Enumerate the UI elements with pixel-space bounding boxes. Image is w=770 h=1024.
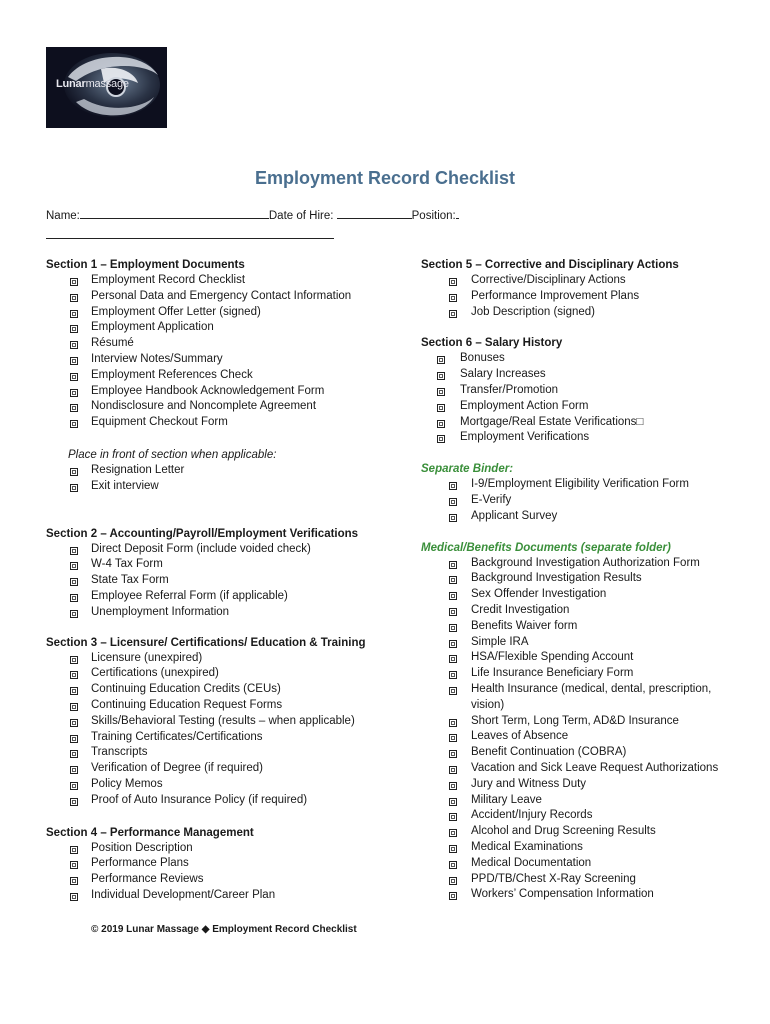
checkbox[interactable]: [70, 798, 78, 806]
checklist-item: [46, 730, 406, 746]
checklist-item: [46, 682, 406, 698]
checklist-item: [46, 305, 406, 321]
checklist-item-label: Medical Examinations: [471, 840, 583, 853]
checklist-item-label: Continuing Education Credits (CEUs): [91, 683, 281, 696]
checklist-item: [421, 682, 721, 714]
left-column: [46, 257, 406, 904]
position-label: Position:: [411, 210, 456, 222]
checklist-item-label: Performance Improvement Plans: [471, 289, 640, 302]
checklist-item-label: Employment Application: [91, 321, 214, 334]
checklist-item: [421, 745, 721, 761]
section-6-heading: Section 6 – Salary History: [421, 337, 563, 350]
checkbox[interactable]: [449, 608, 457, 616]
checklist-item-label: Salary Increases: [460, 368, 546, 381]
employee-info-line: [46, 207, 459, 222]
checklist-item: [46, 463, 406, 479]
checklist-item-label: Benefits Waiver form: [471, 619, 578, 632]
checklist-item: [46, 415, 406, 431]
checkbox[interactable]: [449, 561, 457, 569]
checklist-item: [421, 793, 721, 809]
checklist-item: [421, 761, 721, 777]
position-field-line[interactable]: [46, 238, 334, 239]
separate-binder-heading: Separate Binder:: [421, 463, 514, 476]
checkbox[interactable]: [70, 766, 78, 774]
checklist-item-label: PPD/TB/Chest X-Ray Screening: [471, 872, 636, 885]
checkbox[interactable]: [449, 766, 457, 774]
checklist-item-label: Résumé: [91, 337, 134, 350]
checklist-item-label: Transcripts: [91, 746, 148, 759]
checkbox[interactable]: [70, 484, 78, 492]
checklist-item: [421, 587, 721, 603]
section-3-list: [46, 651, 406, 809]
checkbox[interactable]: [70, 294, 78, 302]
checklist-item: [421, 383, 721, 399]
checkbox[interactable]: [70, 846, 78, 854]
checklist-item-label: Interview Notes/Summary: [91, 352, 223, 365]
checkbox[interactable]: [70, 357, 78, 365]
checklist-item-label: Background Investigation Results: [471, 572, 642, 585]
checkbox[interactable]: [449, 624, 457, 632]
name-field[interactable]: [80, 207, 269, 219]
checklist-item-label: Benefit Continuation (COBRA): [471, 746, 627, 759]
checklist-item-label: Mortgage/Real Estate Verifications□: [460, 415, 644, 428]
section-1-heading: Section 1 – Employment Documents: [46, 259, 245, 271]
checkbox[interactable]: [449, 592, 457, 600]
checklist-item: [421, 887, 721, 903]
checklist-item-label: Alcohol and Drug Screening Results: [471, 825, 656, 838]
checklist-item-label: Employment Record Checklist: [91, 274, 246, 286]
section-3-heading: Section 3 – Licensure/ Certifications/ Education & Training: [46, 636, 366, 649]
checklist-item: [421, 273, 721, 289]
checklist-item-label: Direct Deposit Form (include voided check): [91, 542, 311, 555]
checkbox[interactable]: [70, 341, 78, 349]
checkbox[interactable]: [70, 594, 78, 602]
checklist-item-label: Employee Referral Form (if applicable): [91, 589, 288, 602]
checklist-item: [421, 714, 721, 730]
checklist-item-label: Position Description: [91, 841, 193, 854]
checkbox[interactable]: [449, 482, 457, 490]
checkbox[interactable]: [70, 278, 78, 286]
name-label: Name:: [46, 210, 80, 222]
checkbox[interactable]: [70, 750, 78, 758]
checklist-item-label: Short Term, Long Term, AD&D Insurance: [471, 714, 679, 727]
checklist-item: [46, 761, 406, 777]
checklist-item-label: Employment Offer Letter (signed): [91, 305, 261, 318]
logo-wordmark: Lunarmassage: [56, 78, 129, 90]
checkbox[interactable]: [437, 404, 445, 412]
checklist-item: [421, 824, 721, 840]
medical-benefits-list: [421, 556, 721, 904]
checklist-item-label: Licensure (unexpired): [91, 651, 203, 664]
checklist-item-label: E-Verify: [471, 493, 512, 506]
checklist-item: [46, 399, 406, 415]
hire-date-label: Date of Hire:: [268, 210, 334, 222]
section-2-heading: Section 2 – Accounting/Payroll/Employment Verifications: [46, 527, 359, 540]
section-5-list: [421, 273, 721, 320]
page-title: Employment Record Checklist: [254, 168, 516, 188]
checklist-item: [46, 352, 406, 368]
checklist-item: [421, 840, 721, 856]
checkbox[interactable]: [70, 687, 78, 695]
checklist-item: [421, 777, 721, 793]
checkbox[interactable]: [449, 798, 457, 806]
checklist-item: [421, 635, 721, 651]
checklist-item: [421, 603, 721, 619]
section-6-list: [421, 351, 721, 446]
checkbox[interactable]: [70, 468, 78, 476]
checkbox[interactable]: [70, 325, 78, 333]
company-logo: [46, 47, 167, 128]
checkbox[interactable]: [70, 578, 78, 586]
checkbox[interactable]: [437, 388, 445, 396]
checklist-item: [46, 841, 406, 857]
checklist-item: [46, 320, 406, 336]
checklist-item-label: Exit interview: [91, 479, 159, 492]
checklist-item-label: Nondisclosure and Noncomplete Agreement: [91, 400, 317, 413]
checklist-item-label: Sex Offender Investigation: [471, 588, 607, 601]
checklist-item: [46, 289, 406, 305]
checklist-item: [421, 399, 721, 415]
checkbox[interactable]: [70, 782, 78, 790]
right-column: [421, 257, 721, 903]
checkbox[interactable]: [449, 640, 457, 648]
checkbox[interactable]: [437, 356, 445, 364]
checklist-item: [46, 856, 406, 872]
checklist-item-label: Credit Investigation: [471, 603, 570, 616]
checkbox[interactable]: [449, 829, 457, 837]
checklist-item: [421, 856, 721, 872]
checkbox[interactable]: [70, 373, 78, 381]
hire-date-field[interactable]: [337, 207, 412, 219]
checklist-item: [421, 367, 721, 383]
checkbox[interactable]: [70, 703, 78, 711]
checklist-item: [46, 589, 406, 605]
checklist-item: [46, 479, 406, 495]
checklist-item-label: Background Investigation Authorization Form: [471, 556, 700, 569]
checklist-item-label: Corrective/Disciplinary Actions: [471, 274, 626, 286]
checklist-item-label: Continuing Education Request Forms: [91, 698, 283, 711]
section-1-note-list: [46, 463, 406, 495]
checkbox[interactable]: [70, 420, 78, 428]
checklist-item-label: Equipment Checkout Form: [91, 416, 228, 429]
position-field[interactable]: [456, 207, 459, 219]
checklist-item: [421, 305, 721, 321]
checkbox[interactable]: [449, 892, 457, 900]
checkbox[interactable]: [70, 404, 78, 412]
checkbox[interactable]: [449, 750, 457, 758]
checklist-item: [46, 605, 406, 621]
checklist-item-label: Certifications (unexpired): [91, 667, 219, 680]
checklist-item: [421, 872, 721, 888]
checklist-item: [46, 888, 406, 904]
checklist-item: [46, 542, 406, 558]
checklist-item-label: Workers’ Compensation Information: [471, 888, 654, 901]
checkbox[interactable]: [449, 782, 457, 790]
checklist-item: [46, 872, 406, 888]
checkbox[interactable]: [449, 877, 457, 885]
checklist-item: [421, 619, 721, 635]
checklist-item-label: Health Insurance (medical, dental, prescription, vision): [471, 682, 712, 711]
checklist-item-label: W-4 Tax Form: [91, 558, 163, 571]
checklist-item-label: Job Description (signed): [471, 305, 596, 318]
checklist-item-label: Skills/Behavioral Testing (results – when applicable): [91, 714, 355, 727]
checkbox[interactable]: [70, 310, 78, 318]
checklist-item: [421, 415, 721, 431]
checkbox[interactable]: [70, 610, 78, 618]
checklist-item: [421, 650, 721, 666]
section-1-note: Place in front of section when applicable:: [68, 448, 277, 461]
medical-benefits-heading: Medical/Benefits Documents (separate folder): [421, 541, 671, 554]
checklist-item-label: Military Leave: [471, 793, 542, 806]
checklist-item: [421, 477, 721, 493]
checkbox[interactable]: [449, 861, 457, 869]
checkbox[interactable]: [449, 845, 457, 853]
checklist-item-label: Jury and Witness Duty: [471, 777, 587, 790]
section-5-heading: Section 5 – Corrective and Disciplinary Actions: [421, 259, 679, 271]
checklist-item-label: Verification of Degree (if required): [91, 762, 263, 775]
checkbox[interactable]: [449, 310, 457, 318]
checklist-item-label: Bonuses: [460, 352, 505, 365]
checkbox[interactable]: [70, 735, 78, 743]
checklist-item-label: Performance Plans: [91, 857, 189, 870]
checklist-item-label: Training Certificates/Certifications: [91, 730, 263, 743]
checklist-item-label: Performance Reviews: [91, 873, 204, 886]
section-4-heading: Section 4 – Performance Management: [46, 826, 254, 839]
checklist-item: [421, 729, 721, 745]
checklist-item-label: I-9/Employment Eligibility Verification Form: [471, 478, 689, 491]
section-1-list: [46, 273, 406, 431]
checkbox[interactable]: [449, 671, 457, 679]
checklist-item: [421, 666, 721, 682]
checklist-item: [421, 571, 721, 587]
checkbox[interactable]: [449, 278, 457, 286]
section-4-list: [46, 841, 406, 904]
checklist-item: [421, 808, 721, 824]
checklist-item-label: State Tax Form: [91, 574, 169, 587]
checkbox[interactable]: [449, 687, 457, 695]
checkbox[interactable]: [449, 498, 457, 506]
checklist-item: [46, 651, 406, 667]
checklist-item: [46, 698, 406, 714]
checklist-item: [46, 793, 406, 809]
checklist-item: [46, 368, 406, 384]
section-2-list: [46, 542, 406, 621]
checkbox[interactable]: [70, 671, 78, 679]
checklist-item: [46, 273, 406, 289]
checkbox[interactable]: [70, 389, 78, 397]
checklist-item: [46, 384, 406, 400]
checkbox[interactable]: [449, 734, 457, 742]
checklist-item-label: Unemployment Information: [91, 605, 230, 618]
checklist-item-label: Individual Development/Career Plan: [91, 888, 276, 901]
checklist-item-label: Life Insurance Beneficiary Form: [471, 667, 634, 680]
checklist-item-label: Employee Handbook Acknowledgement Form: [91, 384, 325, 397]
checkbox[interactable]: [70, 893, 78, 901]
checklist-item-label: Employment References Check: [91, 368, 253, 381]
checklist-item-label: Policy Memos: [91, 777, 163, 790]
checklist-item: [46, 573, 406, 589]
checkbox[interactable]: [437, 420, 445, 428]
checkbox[interactable]: [70, 562, 78, 570]
checkbox[interactable]: [70, 547, 78, 555]
checkbox[interactable]: [449, 514, 457, 522]
checkbox[interactable]: [449, 813, 457, 821]
checklist-item: [421, 509, 721, 525]
checklist-item-label: Proof of Auto Insurance Policy (if required): [91, 793, 308, 806]
checklist-item: [46, 666, 406, 682]
page-footer: © 2019 Lunar Massage ◆ Employment Record Checklist: [91, 924, 357, 935]
checkbox[interactable]: [70, 719, 78, 727]
checklist-item: [421, 289, 721, 305]
checklist-item: [46, 777, 406, 793]
separate-binder-list: [421, 477, 721, 524]
checklist-item-label: Vacation and Sick Leave Request Authorizations: [471, 761, 719, 774]
checkbox[interactable]: [70, 861, 78, 869]
checklist-item: [46, 557, 406, 573]
checklist-item: [421, 493, 721, 509]
checklist-item-label: Employment Verifications: [460, 431, 590, 444]
checklist-item-label: Applicant Survey: [471, 509, 558, 522]
checkbox[interactable]: [449, 294, 457, 302]
checkbox[interactable]: [437, 435, 445, 443]
checklist-item: [421, 430, 721, 446]
checklist-item-label: Accident/Injury Records: [471, 809, 593, 822]
checkbox[interactable]: [449, 655, 457, 663]
checkbox[interactable]: [70, 877, 78, 885]
checklist-item-label: Transfer/Promotion: [460, 383, 558, 396]
checklist-item: [46, 336, 406, 352]
checklist-item: [46, 745, 406, 761]
checklist-item: [421, 556, 721, 572]
checkbox[interactable]: [449, 719, 457, 727]
checklist-item: [46, 714, 406, 730]
checklist-item-label: Personal Data and Emergency Contact Information: [91, 289, 352, 302]
checklist-item-label: Resignation Letter: [91, 463, 185, 476]
checklist-item-label: Medical Documentation: [471, 856, 592, 869]
checklist-item: [421, 351, 721, 367]
checklist-item-label: Leaves of Absence: [471, 730, 569, 743]
checkbox[interactable]: [70, 656, 78, 664]
checklist-item-label: Simple IRA: [471, 635, 529, 648]
checkbox[interactable]: [437, 372, 445, 380]
checklist-item-label: HSA/Flexible Spending Account: [471, 651, 634, 664]
checklist-item-label: Employment Action Form: [460, 399, 589, 412]
checkbox[interactable]: [449, 576, 457, 584]
